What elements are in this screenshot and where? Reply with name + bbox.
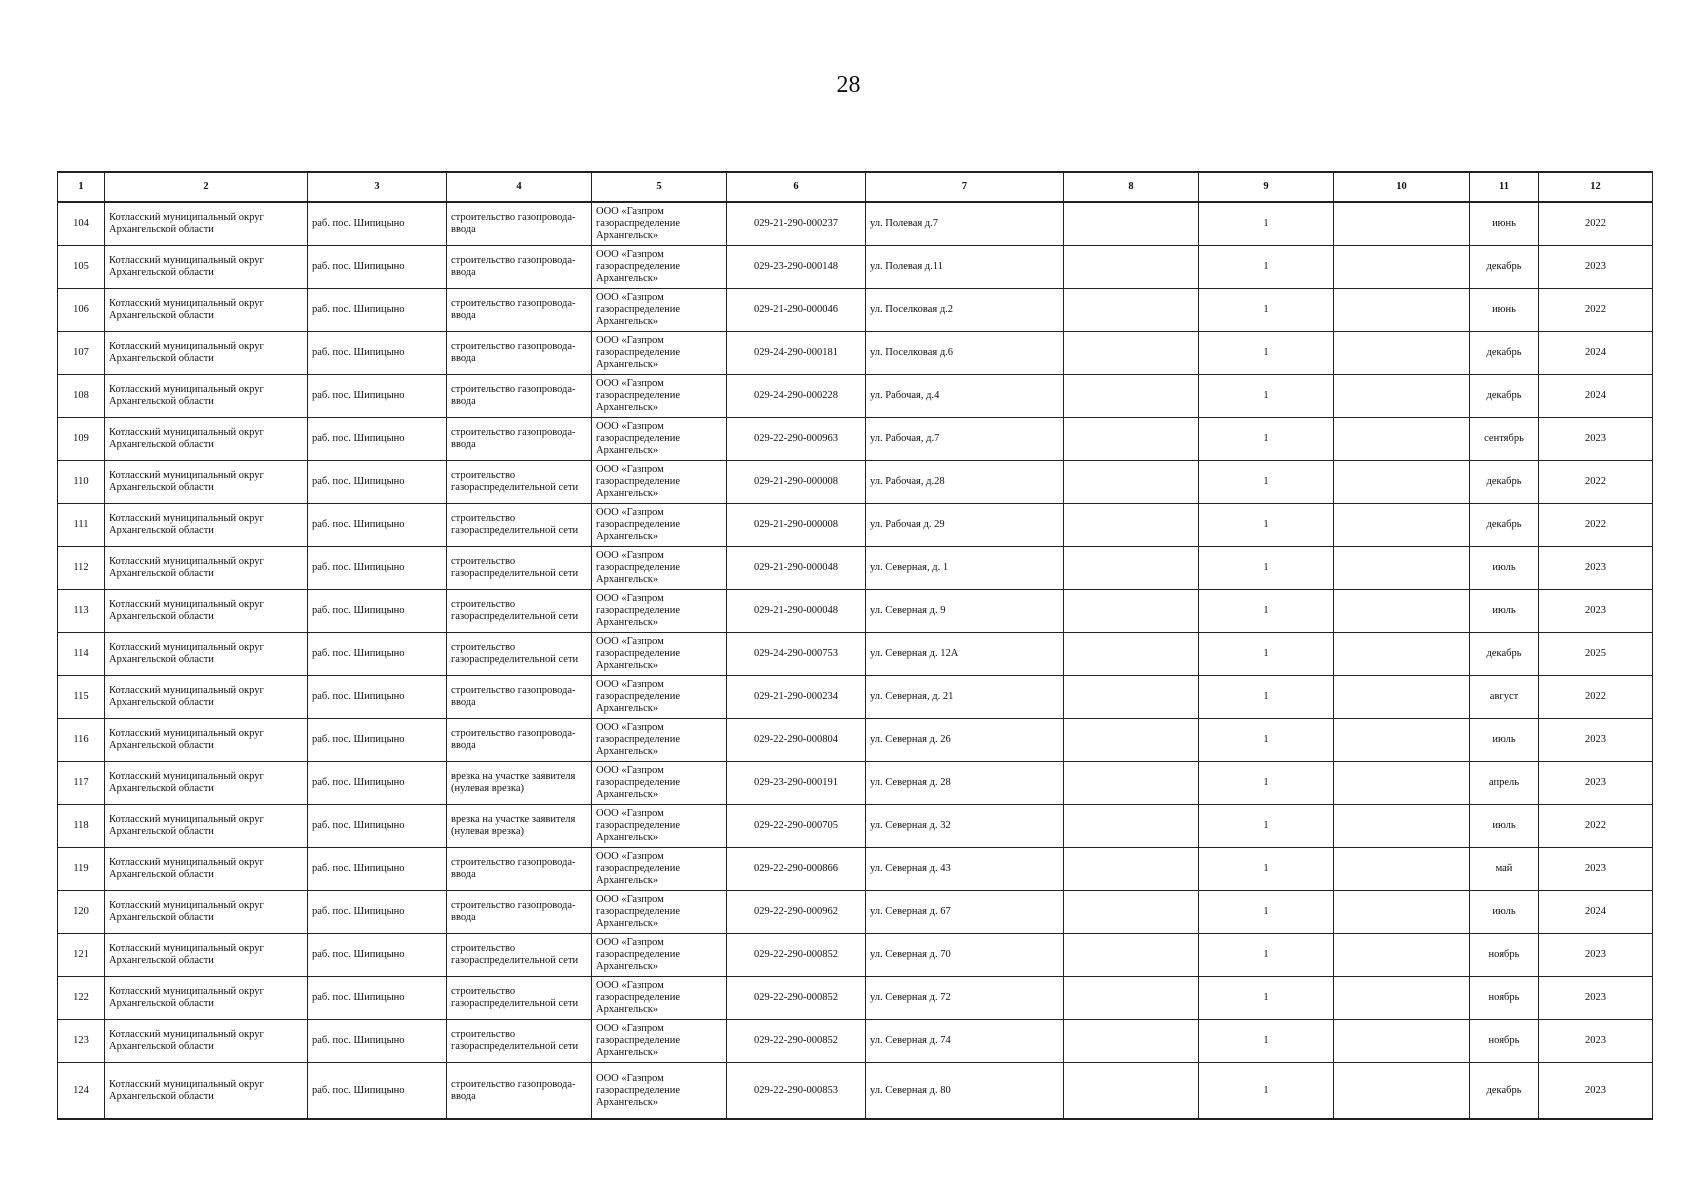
quantity-cell: 1 [1199, 762, 1334, 805]
code-cell: 029-24-290-000228 [727, 375, 866, 418]
quantity-cell: 1 [1199, 332, 1334, 375]
organization-cell: ООО «Газпром газораспределение Архангельск» [592, 246, 727, 289]
year-cell: 2024 [1539, 891, 1653, 934]
year-cell: 2022 [1539, 805, 1653, 848]
year-cell: 2023 [1539, 418, 1653, 461]
column-10-cell [1334, 332, 1470, 375]
year-cell: 2022 [1539, 461, 1653, 504]
row-number-cell: 119 [58, 848, 105, 891]
month-cell: декабрь [1470, 1063, 1539, 1120]
header-row [58, 172, 1653, 202]
quantity-cell: 1 [1199, 289, 1334, 332]
table-row [58, 977, 1653, 1020]
year-cell: 2023 [1539, 848, 1653, 891]
column-header-7: 7 [866, 172, 1064, 202]
organization-cell: ООО «Газпром газораспределение Архангельск» [592, 202, 727, 246]
address-cell: ул. Северная д. 26 [866, 719, 1064, 762]
column-8-cell [1064, 375, 1199, 418]
locality-cell: раб. пос. Шипицыно [308, 848, 447, 891]
table-row [58, 202, 1653, 246]
organization-cell: ООО «Газпром газораспределение Архангельск» [592, 805, 727, 848]
column-8-cell [1064, 289, 1199, 332]
row-number-cell: 118 [58, 805, 105, 848]
quantity-cell: 1 [1199, 1063, 1334, 1120]
locality-cell: раб. пос. Шипицыно [308, 289, 447, 332]
row-number-cell: 122 [58, 977, 105, 1020]
column-header-12: 12 [1539, 172, 1653, 202]
year-cell: 2024 [1539, 375, 1653, 418]
year-cell: 2022 [1539, 676, 1653, 719]
work-type-cell: строительство газопровода-ввода [447, 332, 592, 375]
column-10-cell [1334, 891, 1470, 934]
address-cell: ул. Полевая д.11 [866, 246, 1064, 289]
district-cell: Котласский муниципальный округ Архангельской области [105, 461, 308, 504]
organization-cell: ООО «Газпром газораспределение Архангельск» [592, 332, 727, 375]
table-row [58, 590, 1653, 633]
address-cell: ул. Северная д. 67 [866, 891, 1064, 934]
code-cell: 029-22-290-000852 [727, 977, 866, 1020]
address-cell: ул. Северная д. 32 [866, 805, 1064, 848]
district-cell: Котласский муниципальный округ Архангельской области [105, 504, 308, 547]
page-number: 28 [836, 72, 861, 98]
organization-cell: ООО «Газпром газораспределение Архангельск» [592, 676, 727, 719]
code-cell: 029-21-290-000048 [727, 590, 866, 633]
work-type-cell: врезка на участке заявителя (нулевая врезка) [447, 805, 592, 848]
quantity-cell: 1 [1199, 504, 1334, 547]
table-row [58, 934, 1653, 977]
column-header-5: 5 [592, 172, 727, 202]
row-number-cell: 116 [58, 719, 105, 762]
row-number-cell: 111 [58, 504, 105, 547]
district-cell: Котласский муниципальный округ Архангельской области [105, 633, 308, 676]
month-cell: июль [1470, 805, 1539, 848]
locality-cell: раб. пос. Шипицыно [308, 375, 447, 418]
work-type-cell: строительство газораспределительной сети [447, 590, 592, 633]
table-row [58, 504, 1653, 547]
code-cell: 029-22-290-000853 [727, 1063, 866, 1120]
quantity-cell: 1 [1199, 461, 1334, 504]
code-cell: 029-21-290-000008 [727, 461, 866, 504]
month-cell: июнь [1470, 289, 1539, 332]
address-cell: ул. Поселковая д.2 [866, 289, 1064, 332]
year-cell: 2022 [1539, 504, 1653, 547]
district-cell: Котласский муниципальный округ Архангельской области [105, 375, 308, 418]
locality-cell: раб. пос. Шипицыно [308, 805, 447, 848]
code-cell: 029-22-290-000866 [727, 848, 866, 891]
organization-cell: ООО «Газпром газораспределение Архангельск» [592, 461, 727, 504]
table-row [58, 891, 1653, 934]
quantity-cell: 1 [1199, 547, 1334, 590]
column-header-4: 4 [447, 172, 592, 202]
month-cell: ноябрь [1470, 934, 1539, 977]
column-header-6: 6 [727, 172, 866, 202]
column-8-cell [1064, 461, 1199, 504]
district-cell: Котласский муниципальный округ Архангельской области [105, 332, 308, 375]
month-cell: ноябрь [1470, 1020, 1539, 1063]
row-number-cell: 123 [58, 1020, 105, 1063]
organization-cell: ООО «Газпром газораспределение Архангельск» [592, 289, 727, 332]
locality-cell: раб. пос. Шипицыно [308, 461, 447, 504]
column-8-cell [1064, 246, 1199, 289]
table-row [58, 332, 1653, 375]
column-header-3: 3 [308, 172, 447, 202]
column-8-cell [1064, 504, 1199, 547]
organization-cell: ООО «Газпром газораспределение Архангельск» [592, 590, 727, 633]
address-cell: ул. Северная д. 80 [866, 1063, 1064, 1120]
year-cell: 2023 [1539, 762, 1653, 805]
month-cell: май [1470, 848, 1539, 891]
work-type-cell: строительство газораспределительной сети [447, 633, 592, 676]
column-10-cell [1334, 934, 1470, 977]
table-row [58, 375, 1653, 418]
row-number-cell: 105 [58, 246, 105, 289]
quantity-cell: 1 [1199, 1020, 1334, 1063]
district-cell: Котласский муниципальный округ Архангельской области [105, 805, 308, 848]
organization-cell: ООО «Газпром газораспределение Архангельск» [592, 504, 727, 547]
district-cell: Котласский муниципальный округ Архангельской области [105, 590, 308, 633]
code-cell: 029-24-290-000181 [727, 332, 866, 375]
column-10-cell [1334, 375, 1470, 418]
year-cell: 2025 [1539, 633, 1653, 676]
month-cell: август [1470, 676, 1539, 719]
table-row [58, 676, 1653, 719]
address-cell: ул. Северная д. 9 [866, 590, 1064, 633]
work-type-cell: строительство газораспределительной сети [447, 934, 592, 977]
row-number-cell: 121 [58, 934, 105, 977]
district-cell: Котласский муниципальный округ Архангельской области [105, 202, 308, 246]
column-10-cell [1334, 719, 1470, 762]
table-row [58, 547, 1653, 590]
address-cell: ул. Рабочая, д.7 [866, 418, 1064, 461]
district-cell: Котласский муниципальный округ Архангельской области [105, 1063, 308, 1120]
column-10-cell [1334, 504, 1470, 547]
quantity-cell: 1 [1199, 719, 1334, 762]
district-cell: Котласский муниципальный округ Архангельской области [105, 977, 308, 1020]
locality-cell: раб. пос. Шипицыно [308, 202, 447, 246]
work-type-cell: строительство газопровода-ввода [447, 418, 592, 461]
address-cell: ул. Северная д. 74 [866, 1020, 1064, 1063]
row-number-cell: 120 [58, 891, 105, 934]
month-cell: июль [1470, 590, 1539, 633]
district-cell: Котласский муниципальный округ Архангельской области [105, 676, 308, 719]
month-cell: июль [1470, 547, 1539, 590]
work-type-cell: строительство газораспределительной сети [447, 504, 592, 547]
locality-cell: раб. пос. Шипицыно [308, 977, 447, 1020]
code-cell: 029-21-290-000046 [727, 289, 866, 332]
quantity-cell: 1 [1199, 633, 1334, 676]
address-cell: ул. Северная д. 28 [866, 762, 1064, 805]
month-cell: сентябрь [1470, 418, 1539, 461]
address-cell: ул. Северная д. 12А [866, 633, 1064, 676]
quantity-cell: 1 [1199, 891, 1334, 934]
table-row [58, 418, 1653, 461]
table-row [58, 762, 1653, 805]
column-8-cell [1064, 418, 1199, 461]
work-type-cell: врезка на участке заявителя (нулевая врезка) [447, 762, 592, 805]
code-cell: 029-21-290-000237 [727, 202, 866, 246]
year-cell: 2024 [1539, 332, 1653, 375]
locality-cell: раб. пос. Шипицыно [308, 633, 447, 676]
organization-cell: ООО «Газпром газораспределение Архангельск» [592, 418, 727, 461]
locality-cell: раб. пос. Шипицыно [308, 246, 447, 289]
column-10-cell [1334, 676, 1470, 719]
code-cell: 029-21-290-000048 [727, 547, 866, 590]
table-row [58, 719, 1653, 762]
district-cell: Котласский муниципальный округ Архангельской области [105, 418, 308, 461]
locality-cell: раб. пос. Шипицыно [308, 891, 447, 934]
month-cell: июль [1470, 891, 1539, 934]
column-header-8: 8 [1064, 172, 1199, 202]
year-cell: 2023 [1539, 934, 1653, 977]
column-10-cell [1334, 805, 1470, 848]
month-cell: декабрь [1470, 633, 1539, 676]
code-cell: 029-22-290-000852 [727, 934, 866, 977]
month-cell: декабрь [1470, 332, 1539, 375]
row-number-cell: 113 [58, 590, 105, 633]
code-cell: 029-22-290-000705 [727, 805, 866, 848]
column-8-cell [1064, 719, 1199, 762]
month-cell: декабрь [1470, 246, 1539, 289]
column-header-11: 11 [1470, 172, 1539, 202]
locality-cell: раб. пос. Шипицыно [308, 418, 447, 461]
column-10-cell [1334, 1020, 1470, 1063]
quantity-cell: 1 [1199, 418, 1334, 461]
row-number-cell: 106 [58, 289, 105, 332]
work-type-cell: строительство газораспределительной сети [447, 977, 592, 1020]
work-type-cell: строительство газораспределительной сети [447, 461, 592, 504]
registry-table [57, 171, 1653, 1120]
district-cell: Котласский муниципальный округ Архангельской области [105, 1020, 308, 1063]
column-8-cell [1064, 891, 1199, 934]
column-8-cell [1064, 1063, 1199, 1120]
table-row [58, 461, 1653, 504]
work-type-cell: строительство газораспределительной сети [447, 1020, 592, 1063]
table-row [58, 633, 1653, 676]
locality-cell: раб. пос. Шипицыно [308, 1063, 447, 1120]
address-cell: ул. Рабочая, д.4 [866, 375, 1064, 418]
code-cell: 029-22-290-000963 [727, 418, 866, 461]
work-type-cell: строительство газопровода-ввода [447, 891, 592, 934]
quantity-cell: 1 [1199, 848, 1334, 891]
address-cell: ул. Северная д. 72 [866, 977, 1064, 1020]
work-type-cell: строительство газопровода-ввода [447, 246, 592, 289]
column-10-cell [1334, 202, 1470, 246]
district-cell: Котласский муниципальный округ Архангельской области [105, 289, 308, 332]
year-cell: 2023 [1539, 547, 1653, 590]
code-cell: 029-22-290-000804 [727, 719, 866, 762]
locality-cell: раб. пос. Шипицыно [308, 1020, 447, 1063]
locality-cell: раб. пос. Шипицыно [308, 590, 447, 633]
organization-cell: ООО «Газпром газораспределение Архангельск» [592, 633, 727, 676]
organization-cell: ООО «Газпром газораспределение Архангельск» [592, 762, 727, 805]
locality-cell: раб. пос. Шипицыно [308, 719, 447, 762]
column-header-2: 2 [105, 172, 308, 202]
month-cell: декабрь [1470, 375, 1539, 418]
row-number-cell: 114 [58, 633, 105, 676]
row-number-cell: 107 [58, 332, 105, 375]
column-8-cell [1064, 934, 1199, 977]
district-cell: Котласский муниципальный округ Архангельской области [105, 719, 308, 762]
column-header-10: 10 [1334, 172, 1470, 202]
code-cell: 029-23-290-000191 [727, 762, 866, 805]
address-cell: ул. Рабочая, д.28 [866, 461, 1064, 504]
column-header-9: 9 [1199, 172, 1334, 202]
address-cell: ул. Поселковая д.6 [866, 332, 1064, 375]
address-cell: ул. Северная д. 43 [866, 848, 1064, 891]
column-8-cell [1064, 590, 1199, 633]
district-cell: Котласский муниципальный округ Архангельской области [105, 547, 308, 590]
work-type-cell: строительство газораспределительной сети [447, 547, 592, 590]
quantity-cell: 1 [1199, 977, 1334, 1020]
address-cell: ул. Северная д. 70 [866, 934, 1064, 977]
code-cell: 029-22-290-000852 [727, 1020, 866, 1063]
table-row [58, 246, 1653, 289]
district-cell: Котласский муниципальный округ Архангельской области [105, 934, 308, 977]
organization-cell: ООО «Газпром газораспределение Архангельск» [592, 375, 727, 418]
month-cell: ноябрь [1470, 977, 1539, 1020]
district-cell: Котласский муниципальный округ Архангельской области [105, 246, 308, 289]
year-cell: 2023 [1539, 719, 1653, 762]
column-8-cell [1064, 202, 1199, 246]
table-row [58, 289, 1653, 332]
quantity-cell: 1 [1199, 676, 1334, 719]
table-row [58, 848, 1653, 891]
quantity-cell: 1 [1199, 934, 1334, 977]
column-8-cell [1064, 805, 1199, 848]
quantity-cell: 1 [1199, 590, 1334, 633]
work-type-cell: строительство газопровода-ввода [447, 375, 592, 418]
table-row [58, 805, 1653, 848]
year-cell: 2023 [1539, 1063, 1653, 1120]
year-cell: 2023 [1539, 246, 1653, 289]
month-cell: июль [1470, 719, 1539, 762]
column-10-cell [1334, 289, 1470, 332]
address-cell: ул. Полевая д.7 [866, 202, 1064, 246]
column-header-1: 1 [58, 172, 105, 202]
quantity-cell: 1 [1199, 375, 1334, 418]
work-type-cell: строительство газопровода-ввода [447, 1063, 592, 1120]
column-8-cell [1064, 762, 1199, 805]
column-8-cell [1064, 332, 1199, 375]
organization-cell: ООО «Газпром газораспределение Архангельск» [592, 719, 727, 762]
month-cell: декабрь [1470, 504, 1539, 547]
year-cell: 2022 [1539, 289, 1653, 332]
row-number-cell: 115 [58, 676, 105, 719]
row-number-cell: 108 [58, 375, 105, 418]
work-type-cell: строительство газопровода-ввода [447, 676, 592, 719]
code-cell: 029-21-290-000234 [727, 676, 866, 719]
locality-cell: раб. пос. Шипицыно [308, 547, 447, 590]
address-cell: ул. Северная, д. 21 [866, 676, 1064, 719]
column-10-cell [1334, 977, 1470, 1020]
month-cell: апрель [1470, 762, 1539, 805]
code-cell: 029-24-290-000753 [727, 633, 866, 676]
address-cell: ул. Рабочая д. 29 [866, 504, 1064, 547]
locality-cell: раб. пос. Шипицыно [308, 934, 447, 977]
column-10-cell [1334, 1063, 1470, 1120]
month-cell: декабрь [1470, 461, 1539, 504]
row-number-cell: 112 [58, 547, 105, 590]
row-number-cell: 117 [58, 762, 105, 805]
column-10-cell [1334, 848, 1470, 891]
column-8-cell [1064, 676, 1199, 719]
organization-cell: ООО «Газпром газораспределение Архангельск» [592, 547, 727, 590]
column-10-cell [1334, 418, 1470, 461]
address-cell: ул. Северная, д. 1 [866, 547, 1064, 590]
code-cell: 029-22-290-000962 [727, 891, 866, 934]
table-row [58, 1020, 1653, 1063]
year-cell: 2023 [1539, 1020, 1653, 1063]
quantity-cell: 1 [1199, 805, 1334, 848]
work-type-cell: строительство газопровода-ввода [447, 202, 592, 246]
code-cell: 029-23-290-000148 [727, 246, 866, 289]
quantity-cell: 1 [1199, 246, 1334, 289]
organization-cell: ООО «Газпром газораспределение Архангельск» [592, 977, 727, 1020]
work-type-cell: строительство газопровода-ввода [447, 848, 592, 891]
column-8-cell [1064, 1020, 1199, 1063]
table-header [58, 172, 1653, 202]
column-10-cell [1334, 633, 1470, 676]
locality-cell: раб. пос. Шипицыно [308, 504, 447, 547]
column-8-cell [1064, 848, 1199, 891]
locality-cell: раб. пос. Шипицыно [308, 676, 447, 719]
column-10-cell [1334, 461, 1470, 504]
row-number-cell: 109 [58, 418, 105, 461]
column-10-cell [1334, 547, 1470, 590]
district-cell: Котласский муниципальный округ Архангельской области [105, 891, 308, 934]
row-number-cell: 104 [58, 202, 105, 246]
table-body [58, 202, 1653, 1119]
column-8-cell [1064, 977, 1199, 1020]
column-10-cell [1334, 762, 1470, 805]
column-8-cell [1064, 633, 1199, 676]
organization-cell: ООО «Газпром газораспределение Архангельск» [592, 848, 727, 891]
locality-cell: раб. пос. Шипицыно [308, 332, 447, 375]
organization-cell: ООО «Газпром газораспределение Архангельск» [592, 1020, 727, 1063]
year-cell: 2023 [1539, 590, 1653, 633]
organization-cell: ООО «Газпром газораспределение Архангельск» [592, 891, 727, 934]
work-type-cell: строительство газопровода-ввода [447, 289, 592, 332]
code-cell: 029-21-290-000008 [727, 504, 866, 547]
row-number-cell: 110 [58, 461, 105, 504]
district-cell: Котласский муниципальный округ Архангельской области [105, 848, 308, 891]
organization-cell: ООО «Газпром газораспределение Архангельск» [592, 934, 727, 977]
table-row [58, 1063, 1653, 1120]
column-10-cell [1334, 590, 1470, 633]
district-cell: Котласский муниципальный округ Архангельской области [105, 762, 308, 805]
work-type-cell: строительство газопровода-ввода [447, 719, 592, 762]
year-cell: 2022 [1539, 202, 1653, 246]
column-8-cell [1064, 547, 1199, 590]
column-10-cell [1334, 246, 1470, 289]
row-number-cell: 124 [58, 1063, 105, 1120]
locality-cell: раб. пос. Шипицыно [308, 762, 447, 805]
month-cell: июнь [1470, 202, 1539, 246]
organization-cell: ООО «Газпром газораспределение Архангельск» [592, 1063, 727, 1120]
year-cell: 2023 [1539, 977, 1653, 1020]
quantity-cell: 1 [1199, 202, 1334, 246]
